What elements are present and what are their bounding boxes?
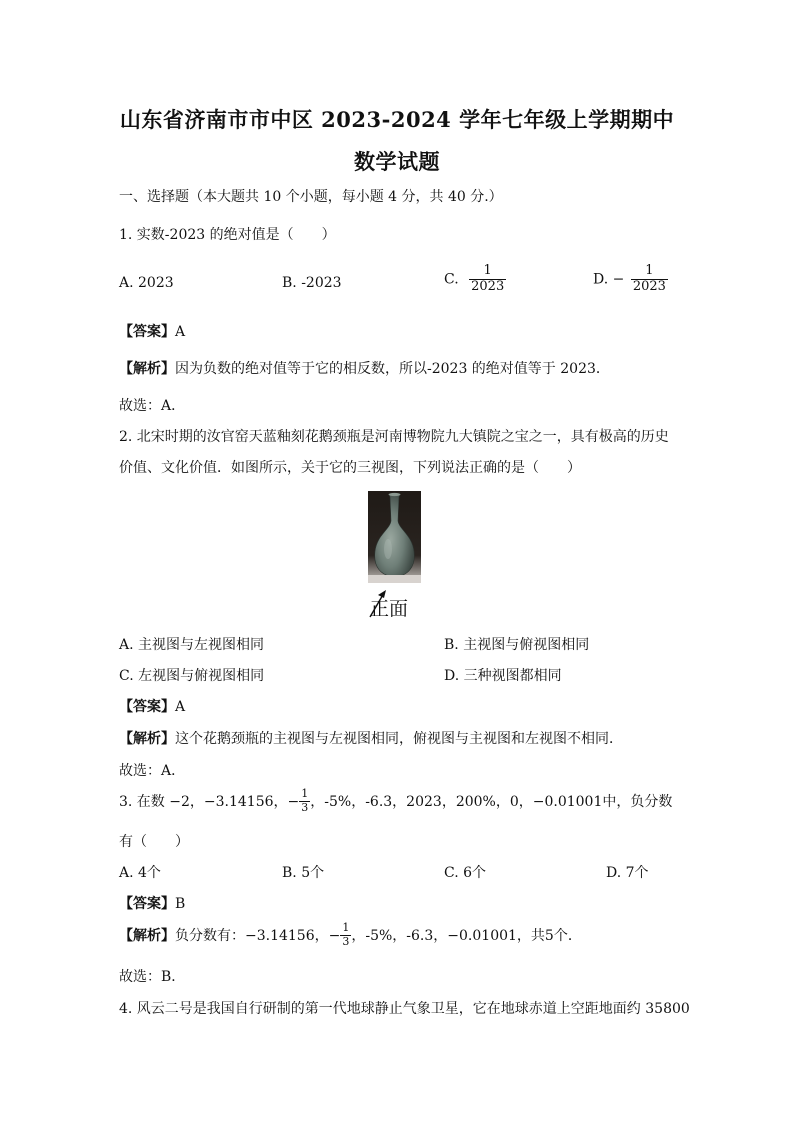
q1-option-d [593, 264, 668, 295]
vase-photo [368, 491, 421, 583]
q3-stem-part1: 3. 在数 −2，−3.14156，− [119, 794, 300, 811]
answer-label: 【答案】 [119, 324, 175, 340]
q2-answer [119, 696, 185, 716]
q3-analysis [119, 922, 582, 948]
q1-option-c [444, 264, 506, 295]
q4-stem-line1: 4. 风云二号是我国自行研制的第一代地球静止气象卫星，它在地球赤道上空距地面约 35800 [119, 1001, 690, 1017]
q1-conclusion: 故选：A． [119, 398, 186, 414]
analysis-text: 因为负数的绝对值等于它的相反数，所以-2023 的绝对值等于 2023． [175, 361, 610, 377]
fraction-numerator: 1 [342, 921, 350, 934]
document-title: 山东省济南市市中区 2023-2024 学年七年级上学期期中 [119, 107, 675, 132]
q3-option-d: D. 7个 [606, 865, 649, 881]
q1-option-b: B. -2023 [282, 275, 342, 291]
q2-analysis [119, 728, 623, 748]
q2-option-c: C. 左视图与俯视图相同 [119, 668, 265, 684]
fraction-denominator: 2023 [632, 278, 666, 294]
q2-option-d: D. 三种视图都相同 [444, 668, 562, 684]
q1-answer [119, 321, 185, 341]
q1-option-c-fraction [469, 264, 506, 295]
figure-caption: 正面 [370, 598, 409, 620]
fraction-numerator: 1 [301, 787, 309, 800]
fraction-denominator: 2023 [471, 278, 505, 294]
q1-option-c-label: C. [444, 271, 459, 288]
analysis-text-part1: 负分数有：−3.14156，− [175, 928, 341, 945]
q3-stem-part2: ，-5%，-6.3，2023，200%，0，−0.01001中，负分数 [310, 794, 673, 811]
analysis-text: 这个花鹅颈瓶的主视图与左视图相同，俯视图与主视图和左视图不相同． [175, 731, 623, 747]
q1-stem: 1. 实数-2023 的绝对值是（ ） [119, 227, 336, 243]
q1-option-d-fraction [631, 264, 668, 295]
answer-value: A [175, 699, 186, 715]
q1-option-a: A. 2023 [119, 275, 174, 291]
q3-stem-line2: 有（ ） [119, 834, 189, 850]
answer-label: 【答案】 [119, 896, 175, 912]
document-subtitle: 数学试题 [354, 149, 440, 174]
answer-value: A [175, 324, 186, 340]
q2-option-b: B. 主视图与俯视图相同 [444, 637, 590, 653]
analysis-label: 【解析】 [119, 731, 175, 747]
fraction-denominator: 3 [301, 800, 309, 814]
answer-label: 【答案】 [119, 699, 175, 715]
q3-option-c: C. 6个 [444, 865, 487, 881]
q1-analysis [119, 358, 610, 378]
q3-option-b: B. 5个 [282, 865, 325, 881]
section-heading: 一、选择题（本大题共 10 个小题，每小题 4 分，共 40 分.） [119, 189, 503, 205]
fraction-numerator: 1 [645, 263, 654, 278]
analysis-text-part2: ，-5%，-6.3，−0.01001，共5个． [351, 928, 582, 945]
answer-value: B [175, 896, 186, 912]
q2-stem-line2: 价值、文化价值．如图所示，关于它的三视图，下列说法正确的是（ ） [119, 460, 581, 476]
q3-analysis-fraction [340, 922, 351, 948]
analysis-label: 【解析】 [119, 928, 175, 945]
q3-stem-line1 [119, 788, 672, 814]
q2-conclusion: 故选：A． [119, 763, 186, 779]
vase-image-icon [368, 491, 421, 583]
q3-fraction [299, 788, 310, 814]
q2-option-a: A. 主视图与左视图相同 [119, 637, 265, 653]
q1-option-d-label: D. − [593, 271, 625, 288]
q2-stem-line1: 2. 北宋时期的汝官窑天蓝釉刻花鹅颈瓶是河南博物院九大镇院之宝之一，具有极高的历史 [119, 429, 669, 445]
fraction-denominator: 3 [342, 934, 350, 948]
q3-conclusion: 故选：B． [119, 969, 186, 985]
analysis-label: 【解析】 [119, 361, 175, 377]
q3-answer [119, 893, 185, 913]
q3-option-a: A. 4个 [119, 865, 161, 881]
fraction-numerator: 1 [483, 263, 492, 278]
